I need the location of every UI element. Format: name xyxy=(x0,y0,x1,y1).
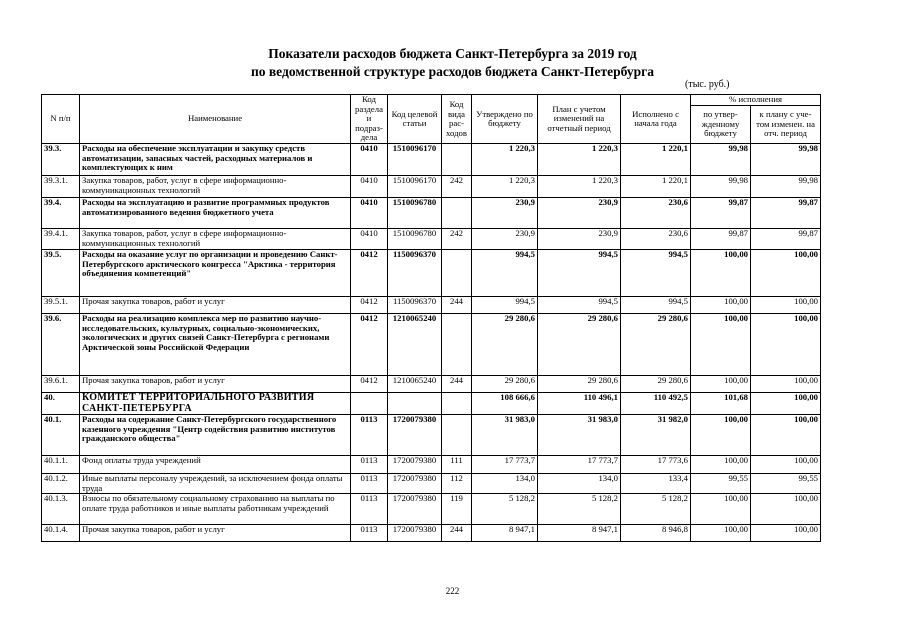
row-expense-kind: 244 xyxy=(442,376,472,393)
row-plan: 134,0 xyxy=(538,474,621,494)
row-plan: 29 280,6 xyxy=(538,376,621,393)
row-expense-kind: 244 xyxy=(442,525,472,542)
row-expense-kind xyxy=(442,250,472,297)
row-target-code: 1720079380 xyxy=(388,474,442,494)
row-target-code: 1510096780 xyxy=(388,229,442,250)
row-num: 40.1.4. xyxy=(42,525,80,542)
table-row xyxy=(42,229,821,250)
row-percent-plan: 100,00 xyxy=(751,297,821,314)
row-expense-kind xyxy=(442,144,472,176)
row-executed: 1 220,1 xyxy=(621,176,691,198)
table-row xyxy=(42,144,821,176)
row-num: 40. xyxy=(42,393,80,415)
row-expense-kind: 112 xyxy=(442,474,472,494)
row-section-code: 0113 xyxy=(351,474,388,494)
row-num: 39.3. xyxy=(42,144,80,176)
row-percent-approved: 101,68 xyxy=(691,393,751,415)
row-name: Взносы по обязательному социальному страхованию на выплаты по оплате труда работников и иные выплаты работникам учреждений xyxy=(80,494,351,525)
row-name: Прочая закупка товаров, работ и услуг xyxy=(80,525,351,542)
header-target-code: Код целевой статьи xyxy=(388,95,442,144)
table-row xyxy=(42,297,821,314)
row-name: Расходы на эксплуатацию и развитие программных продуктов автоматизированного ведения бюджетного учета xyxy=(80,198,351,229)
row-executed: 17 773,6 xyxy=(621,456,691,474)
row-approved: 230,9 xyxy=(472,198,538,229)
row-expense-kind xyxy=(442,393,472,415)
row-percent-plan: 99,98 xyxy=(751,176,821,198)
row-approved: 230,9 xyxy=(472,229,538,250)
row-section-code xyxy=(351,393,388,415)
row-name: Иные выплаты персоналу учреждений, за исключением фонда оплаты труда xyxy=(80,474,351,494)
row-approved: 994,5 xyxy=(472,250,538,297)
row-expense-kind xyxy=(442,415,472,456)
row-percent-approved: 100,00 xyxy=(691,415,751,456)
row-approved: 31 983,0 xyxy=(472,415,538,456)
table-row xyxy=(42,474,821,494)
row-executed: 994,5 xyxy=(621,297,691,314)
row-approved: 1 220,3 xyxy=(472,144,538,176)
row-name: Прочая закупка товаров, работ и услуг xyxy=(80,376,351,393)
row-percent-approved: 100,00 xyxy=(691,297,751,314)
row-num: 39.6.1. xyxy=(42,376,80,393)
row-section-code: 0412 xyxy=(351,250,388,297)
row-percent-approved: 100,00 xyxy=(691,494,751,525)
row-percent-plan: 100,00 xyxy=(751,314,821,376)
row-name: Расходы на содержание Санкт-Петербургского государственного казенного учреждения "Центр содействия развитию институтов гражданского общества" xyxy=(80,415,351,456)
row-target-code: 1150096370 xyxy=(388,250,442,297)
row-name: Закупка товаров, работ, услуг в сфере информационно-коммуникационных технологий xyxy=(80,229,351,250)
header-num: N п/п xyxy=(42,95,80,144)
row-num: 39.4. xyxy=(42,198,80,229)
table-body xyxy=(42,144,821,542)
row-num: 39.6. xyxy=(42,314,80,376)
row-num: 39.4.1. xyxy=(42,229,80,250)
row-section-code: 0410 xyxy=(351,229,388,250)
header-section-code: Код раздела и подраз-дела xyxy=(351,95,388,144)
row-percent-approved: 100,00 xyxy=(691,314,751,376)
row-percent-plan: 100,00 xyxy=(751,456,821,474)
row-target-code: 1210065240 xyxy=(388,376,442,393)
row-percent-approved: 100,00 xyxy=(691,525,751,542)
row-name: Закупка товаров, работ, услуг в сфере информационно-коммуникационных технологий xyxy=(80,176,351,198)
table-row xyxy=(42,494,821,525)
row-expense-kind: 242 xyxy=(442,176,472,198)
row-percent-plan: 100,00 xyxy=(751,494,821,525)
document-title-line-1: Показатели расходов бюджета Санкт-Петербурга за 2019 год xyxy=(268,46,637,61)
row-section-code: 0113 xyxy=(351,494,388,525)
row-approved: 994,5 xyxy=(472,297,538,314)
header-expense-kind-code: Код вида рас-ходов xyxy=(442,95,472,144)
row-name: Расходы на оказание услуг по организации и проведению Санкт-Петербургского арктического конгресса "Арктика - территория объединения компетенций" xyxy=(80,250,351,297)
row-plan: 29 280,6 xyxy=(538,314,621,376)
row-percent-approved: 100,00 xyxy=(691,250,751,297)
table-row xyxy=(42,250,821,297)
row-plan: 230,9 xyxy=(538,229,621,250)
row-name: Расходы на реализацию комплекса мер по развитию научно-исследовательских, культурных, социально-экономических, экологических и других связей Санкт-Петербурга с регионами Арктической зоны Российской Федерации xyxy=(80,314,351,376)
row-plan: 994,5 xyxy=(538,250,621,297)
row-executed: 31 982,0 xyxy=(621,415,691,456)
row-num: 40.1. xyxy=(42,415,80,456)
row-executed: 29 280,6 xyxy=(621,376,691,393)
row-percent-approved: 99,98 xyxy=(691,144,751,176)
row-percent-approved: 100,00 xyxy=(691,376,751,393)
header-percent-approved: по утвер-жденному бюджету xyxy=(691,106,751,144)
row-section-code: 0410 xyxy=(351,144,388,176)
row-num: 40.1.2. xyxy=(42,474,80,494)
row-target-code: 1510096170 xyxy=(388,176,442,198)
table-row xyxy=(42,198,821,229)
row-percent-plan: 100,00 xyxy=(751,525,821,542)
row-target-code: 1720079380 xyxy=(388,494,442,525)
table-row xyxy=(42,176,821,198)
row-num: 40.1.1. xyxy=(42,456,80,474)
document-title-line-2: по ведомственной структуре расходов бюджета Санкт-Петербурга xyxy=(250,64,655,79)
header-plan: План с учетом изменений на отчетный период xyxy=(538,95,621,144)
budget-table xyxy=(41,94,821,542)
row-percent-plan: 99,87 xyxy=(751,198,821,229)
row-percent-plan: 100,00 xyxy=(751,250,821,297)
row-target-code xyxy=(388,393,442,415)
row-plan: 17 773,7 xyxy=(538,456,621,474)
units-label: (тыс. руб.) xyxy=(685,79,730,90)
row-percent-plan: 100,00 xyxy=(751,415,821,456)
row-percent-approved: 100,00 xyxy=(691,456,751,474)
row-approved: 17 773,7 xyxy=(472,456,538,474)
row-num: 39.5. xyxy=(42,250,80,297)
row-percent-approved: 99,87 xyxy=(691,198,751,229)
row-approved: 5 128,2 xyxy=(472,494,538,525)
row-plan: 8 947,1 xyxy=(538,525,621,542)
table-row xyxy=(42,525,821,542)
row-percent-plan: 99,98 xyxy=(751,144,821,176)
header-executed: Исполнено с начала года xyxy=(621,95,691,144)
header-percent-group: % исполнения xyxy=(691,95,821,106)
row-plan: 1 220,3 xyxy=(538,144,621,176)
row-percent-plan: 99,87 xyxy=(751,229,821,250)
row-target-code: 1210065240 xyxy=(388,314,442,376)
row-section-code: 0113 xyxy=(351,415,388,456)
header-approved: Утверждено по бюджету xyxy=(472,95,538,144)
row-target-code: 1720079380 xyxy=(388,456,442,474)
row-name: Расходы на обеспечение эксплуатации и закупку средств автоматизации, запасных частей, расходных материалов и комплектующих к ним xyxy=(80,144,351,176)
row-percent-approved: 99,98 xyxy=(691,176,751,198)
row-executed: 230,6 xyxy=(621,229,691,250)
page-number: 222 xyxy=(445,586,460,596)
row-percent-plan: 100,00 xyxy=(751,393,821,415)
row-expense-kind: 242 xyxy=(442,229,472,250)
row-section-code: 0412 xyxy=(351,297,388,314)
header-name: Наименование xyxy=(80,95,351,144)
row-executed: 5 128,2 xyxy=(621,494,691,525)
row-approved: 134,0 xyxy=(472,474,538,494)
row-approved: 29 280,6 xyxy=(472,314,538,376)
row-name: КОМИТЕТ ТЕРРИТОРИАЛЬНОГО РАЗВИТИЯ САНКТ-ПЕТЕРБУРГА xyxy=(80,393,351,415)
row-section-code: 0113 xyxy=(351,525,388,542)
row-target-code: 1720079380 xyxy=(388,525,442,542)
row-percent-plan: 100,00 xyxy=(751,376,821,393)
table-row xyxy=(42,376,821,393)
row-target-code: 1510096170 xyxy=(388,144,442,176)
row-executed: 8 946,8 xyxy=(621,525,691,542)
row-plan: 994,5 xyxy=(538,297,621,314)
row-approved: 1 220,3 xyxy=(472,176,538,198)
row-name: Фонд оплаты труда учреждений xyxy=(80,456,351,474)
table-row xyxy=(42,456,821,474)
row-section-code: 0410 xyxy=(351,176,388,198)
row-target-code: 1150096370 xyxy=(388,297,442,314)
header-percent-plan: к плану с уче-том изменен. на отч. период xyxy=(751,106,821,144)
row-section-code: 0113 xyxy=(351,456,388,474)
table-row xyxy=(42,393,821,415)
row-plan: 5 128,2 xyxy=(538,494,621,525)
row-executed: 29 280,6 xyxy=(621,314,691,376)
row-num: 39.3.1. xyxy=(42,176,80,198)
table-row xyxy=(42,415,821,456)
row-target-code: 1720079380 xyxy=(388,415,442,456)
row-executed: 994,5 xyxy=(621,250,691,297)
row-executed: 110 492,5 xyxy=(621,393,691,415)
row-target-code: 1510096780 xyxy=(388,198,442,229)
row-plan: 1 220,3 xyxy=(538,176,621,198)
row-expense-kind xyxy=(442,314,472,376)
row-expense-kind xyxy=(442,198,472,229)
row-expense-kind: 119 xyxy=(442,494,472,525)
row-plan: 230,9 xyxy=(538,198,621,229)
row-approved: 108 666,6 xyxy=(472,393,538,415)
table-row xyxy=(42,314,821,376)
row-plan: 31 983,0 xyxy=(538,415,621,456)
row-percent-approved: 99,87 xyxy=(691,229,751,250)
row-executed: 133,4 xyxy=(621,474,691,494)
row-num: 39.5.1. xyxy=(42,297,80,314)
row-name: Прочая закупка товаров, работ и услуг xyxy=(80,297,351,314)
row-executed: 1 220,1 xyxy=(621,144,691,176)
row-percent-approved: 99,55 xyxy=(691,474,751,494)
row-expense-kind: 111 xyxy=(442,456,472,474)
row-executed: 230,6 xyxy=(621,198,691,229)
row-approved: 29 280,6 xyxy=(472,376,538,393)
row-approved: 8 947,1 xyxy=(472,525,538,542)
row-expense-kind: 244 xyxy=(442,297,472,314)
row-plan: 110 496,1 xyxy=(538,393,621,415)
row-num: 40.1.3. xyxy=(42,494,80,525)
row-section-code: 0412 xyxy=(351,376,388,393)
row-percent-plan: 99,55 xyxy=(751,474,821,494)
row-section-code: 0410 xyxy=(351,198,388,229)
row-section-code: 0412 xyxy=(351,314,388,376)
